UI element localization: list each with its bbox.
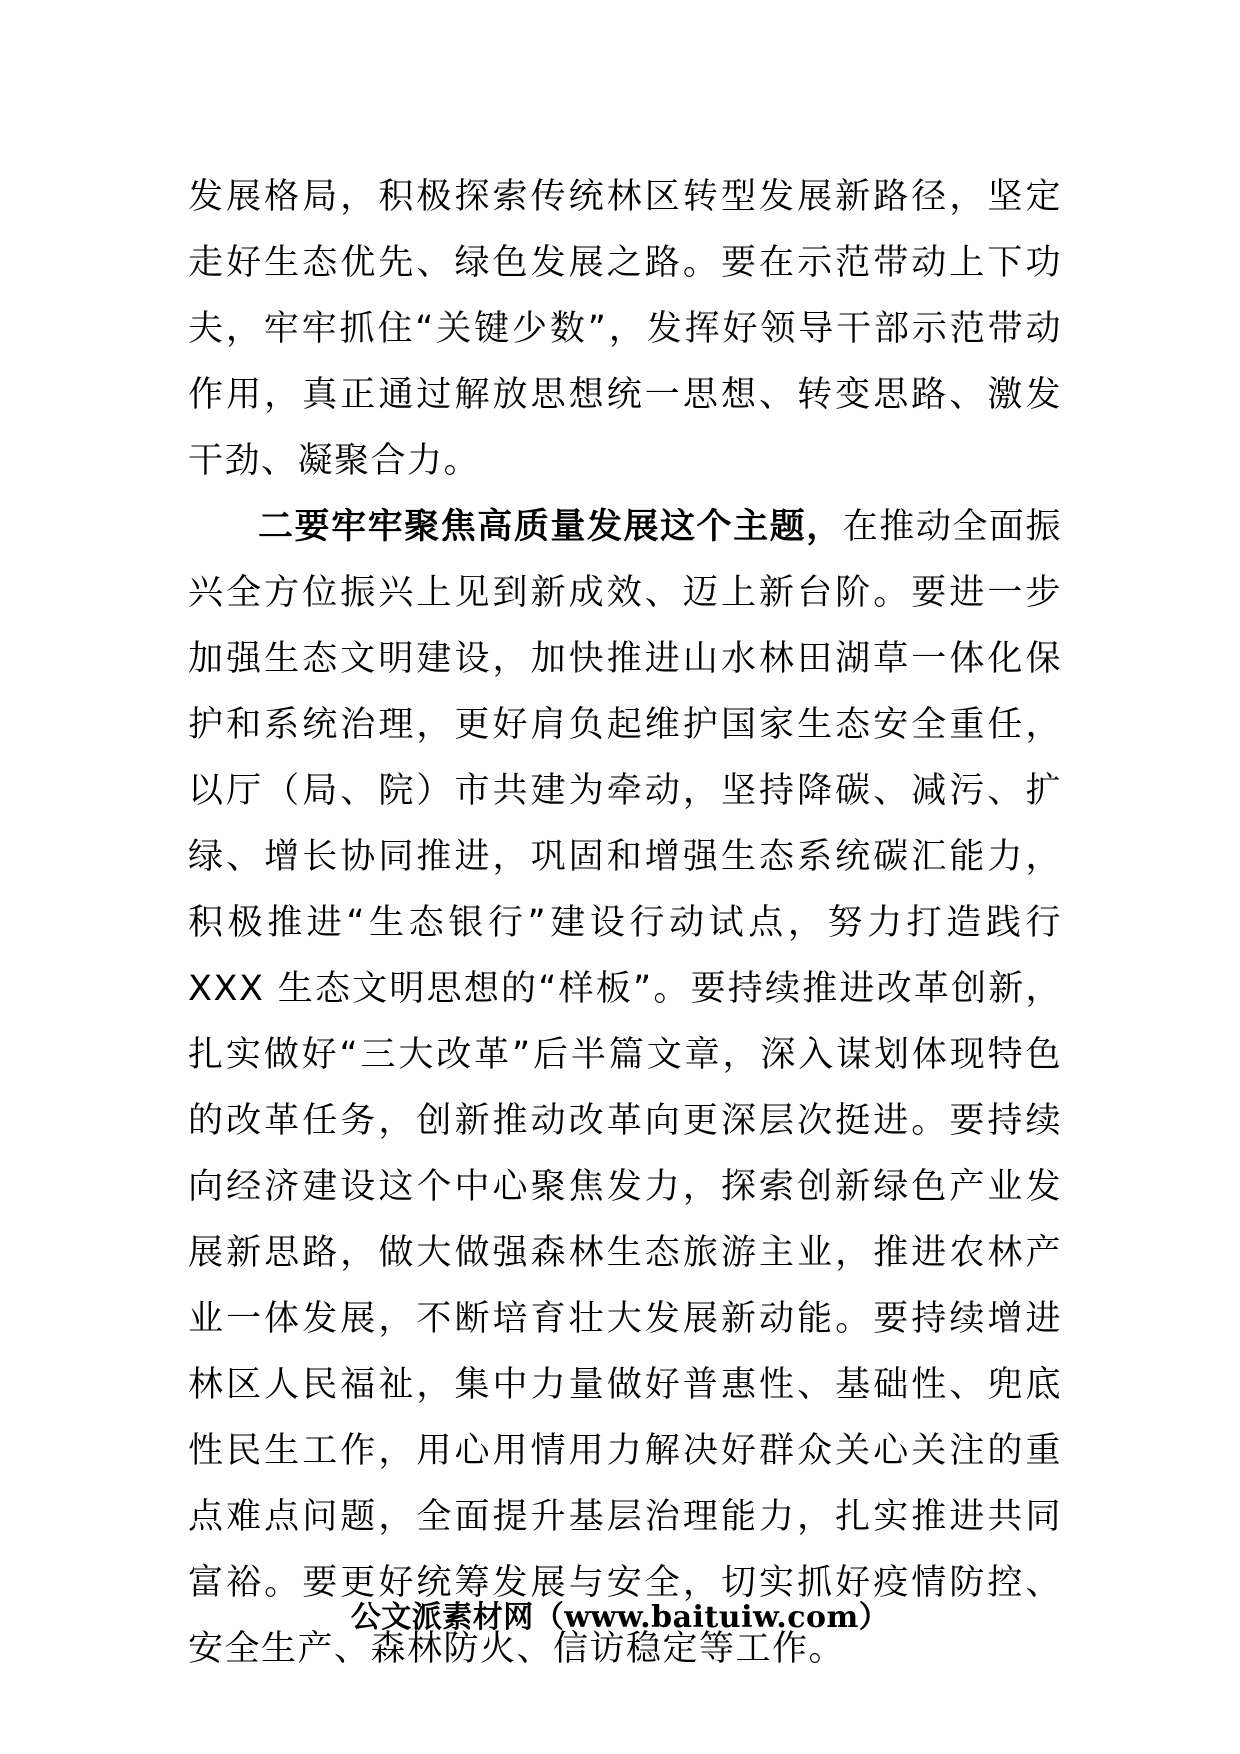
paragraph-1-text: 发展格局，积极探索传统林区转型发展新路径，坚定走好生态优先、绿色发展之路。要在示范带动上下功夫，牢牢抓住“关键少数”，发挥好领导干部示范带动作用，真正通过解放思想统一思想、转变思路、激发干劲、凝聚合力。 xyxy=(188,177,1062,481)
paragraph-2 xyxy=(188,494,1062,1682)
paragraph-2-text: 在推动全面振兴全方位振兴上见到新成效、迈上新台阶。要进一步加强生态文明建设，加快推进山水林田湖草一体化保护和系统治理，更好肩负起维护国家生态安全重任，以厅（局、院）市共建为牵动，坚持降碳、减污、扩绿、增长协同推进，巩固和增强生态系统碳汇能力，积极推进“生态银行”建设行动试点，努力打造践行 XXX 生态文明思想的“样板”。要持续推进改革创新，扎实做好“三大改革”后半篇文章，深入谋划体现特色的改革任务，创新推动改革向更深层次挺进。要持续向经济建设这个中心聚焦发力，探索创新绿色产业发展新思路，做大做强森林生态旅游主业，推进农林产业一体发展，不断培育壮大发展新动能。要持续增进林区人民福祉，集中力量做好普惠性、基础性、兜底性民生工作，用心用情用力解决好群众关心关注的重点难点问题，全面提升基层治理能力，扎实推进共同富裕。要更好统筹发展与安全，切实抓好疫情防控、安全生产、森林防火、信访稳定等工作。 xyxy=(188,507,1062,1669)
document-body xyxy=(188,164,1062,1682)
page-footer: 公文派素材网（www.baituiw.com） xyxy=(350,1600,890,1635)
paragraph-1 xyxy=(188,164,1062,494)
paragraph-2-lead: 二要牢牢聚焦高质量发展这个主题， xyxy=(258,507,843,547)
